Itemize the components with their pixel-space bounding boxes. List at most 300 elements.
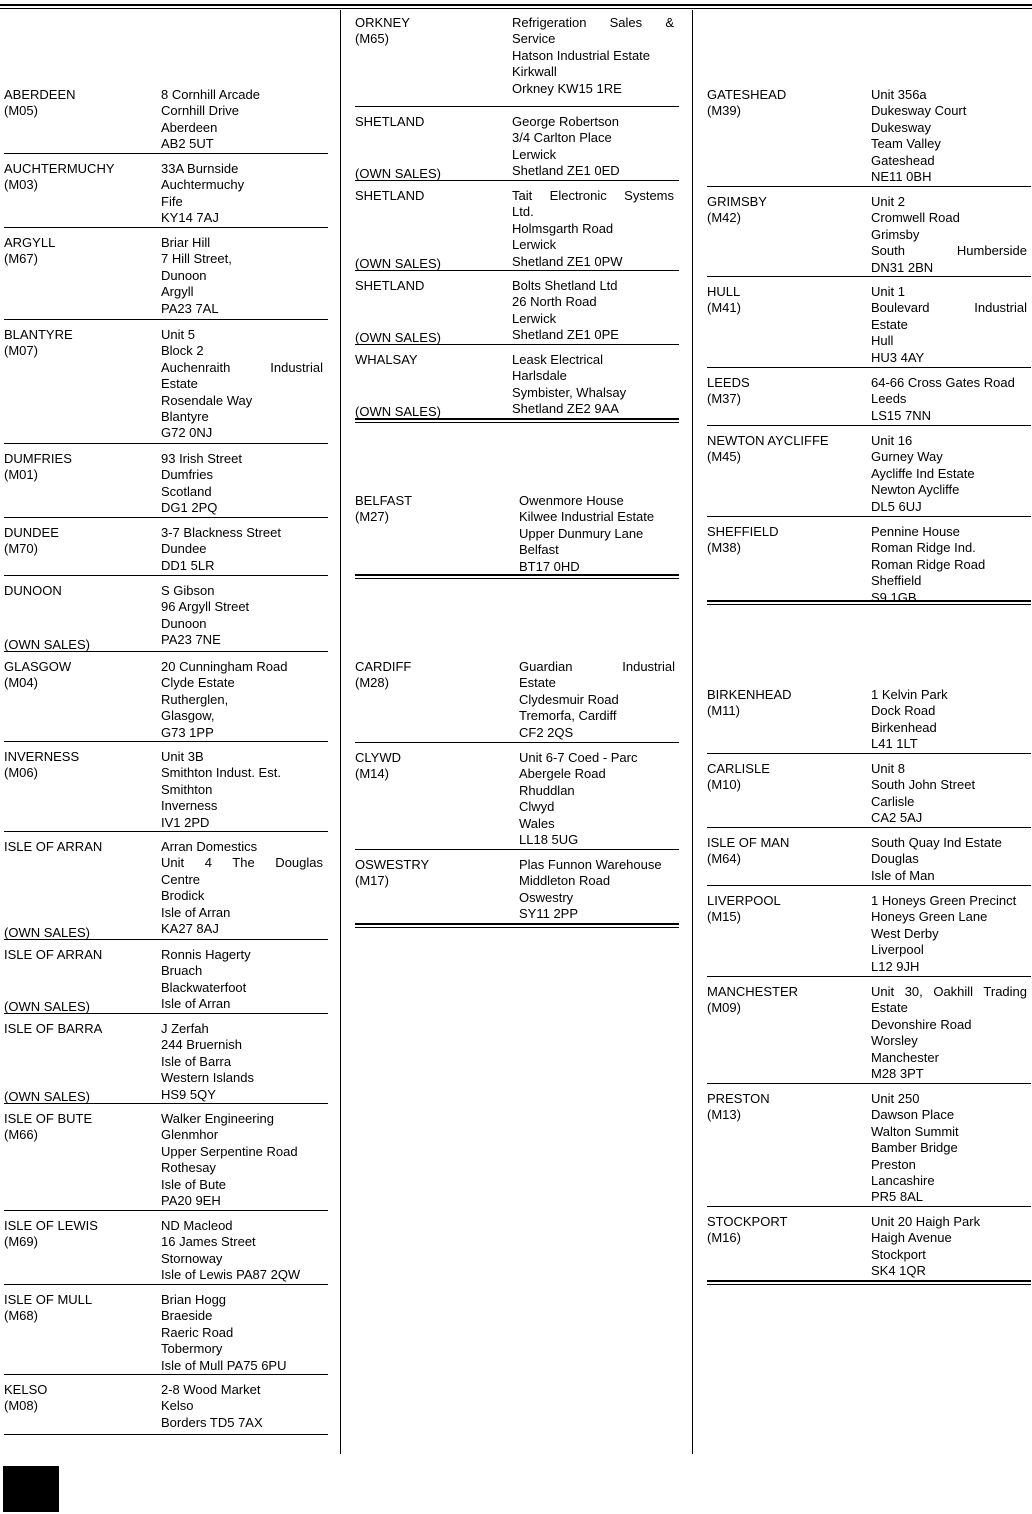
- address-line: Dumfries: [161, 467, 214, 483]
- dealer-entry: [4, 947, 328, 1019]
- dealer-entry: [4, 161, 328, 233]
- depot-code: (M06): [4, 765, 38, 781]
- dealer-location: [4, 749, 79, 782]
- location-name: PRESTON: [707, 1091, 770, 1106]
- dealer-location: [4, 947, 102, 963]
- address-line: Isle of Man: [871, 867, 935, 883]
- address-line: PA20 9EH: [161, 1193, 221, 1209]
- dealer-location: [355, 15, 410, 48]
- address-line: Bamber Bridge: [871, 1140, 958, 1156]
- address-line: Holmsgarth Road: [512, 220, 614, 236]
- address-line: Shetland ZE1 0PW: [512, 253, 623, 269]
- depot-code: (M16): [707, 1230, 741, 1246]
- dealer-entry: [4, 749, 328, 837]
- dealer-entry: [707, 761, 1031, 833]
- dealer-location: [355, 278, 424, 294]
- address-line: Aycliffe Ind Estate: [871, 465, 975, 481]
- dealer-entry: [355, 352, 679, 424]
- location-name: INVERNESS: [4, 749, 80, 764]
- location-name: ISLE OF MAN: [707, 835, 790, 850]
- entry-separator: [707, 186, 1031, 187]
- address-line: Unit 8: [871, 761, 905, 776]
- address-line: Bolts Shetland Ltd: [512, 278, 618, 293]
- depot-code: (M42): [707, 210, 741, 226]
- dealer-entry: [4, 1111, 328, 1216]
- dealer-entry: [707, 835, 1031, 891]
- location-name: NEWTON AYCLIFFE: [707, 433, 829, 448]
- location-name: BIRKENHEAD: [707, 687, 792, 702]
- dealer-address: [512, 15, 674, 97]
- address-line: 96 Argyll Street: [161, 599, 250, 615]
- dealer-address: [161, 1021, 323, 1103]
- address-line: Estate: [871, 316, 908, 332]
- address-line: Unit 4 The Douglas: [161, 855, 323, 871]
- entry-separator: [355, 849, 679, 850]
- address-line: G73 1PP: [161, 724, 214, 740]
- address-line: Dunoon: [161, 615, 207, 631]
- address-line: Carlisle: [871, 793, 915, 809]
- address-line: ND Macleod: [161, 1218, 233, 1233]
- location-name: WHALSAY: [355, 352, 418, 367]
- dealer-location: [707, 375, 750, 408]
- dealer-entry: [355, 15, 679, 112]
- address-line: Plas Funnon Warehouse: [519, 857, 662, 872]
- location-name: DUNDEE: [4, 525, 59, 540]
- address-line: 20 Cunningham Road: [161, 659, 288, 674]
- address-line: Grimsby: [871, 226, 920, 242]
- entry-separator: [355, 742, 679, 743]
- depot-code: (M39): [707, 103, 741, 119]
- depot-code: (M64): [707, 851, 741, 867]
- address-line: LL18 5UG: [519, 832, 579, 848]
- dealer-entry: [707, 524, 1031, 606]
- dealer-entry: [4, 525, 328, 581]
- address-line: IV1 2PD: [161, 814, 210, 830]
- depot-code: (M14): [355, 766, 389, 782]
- dealer-address: [512, 114, 674, 180]
- dealer-entry: [4, 583, 328, 657]
- address-line: Rosendale Way: [161, 392, 253, 408]
- location-name: ISLE OF BARRA: [4, 1021, 103, 1036]
- address-line: Abergele Road: [519, 766, 606, 782]
- address-line: Oswestry: [519, 889, 574, 905]
- address-line: Scotland: [161, 483, 212, 499]
- dealer-location: [4, 235, 55, 268]
- depot-code: (M17): [355, 873, 389, 889]
- location-name: BELFAST: [355, 493, 413, 508]
- location-name: BLANTYRE: [4, 327, 73, 342]
- address-line: Dock Road: [871, 703, 936, 719]
- address-line: Isle of Mull PA75 6PU: [161, 1357, 287, 1373]
- address-line: South Humberside: [871, 243, 1027, 259]
- dealer-address: [871, 687, 1027, 753]
- dealer-location: [355, 493, 412, 526]
- address-line: Pennine House: [871, 524, 960, 539]
- address-line: Middleton Road: [519, 873, 611, 889]
- location-name: SHETLAND: [355, 278, 425, 293]
- address-line: NE11 0BH: [871, 169, 932, 185]
- depot-code: (M41): [707, 300, 741, 316]
- dealer-location: [4, 659, 71, 692]
- depot-code: (M37): [707, 391, 741, 407]
- address-line: Team Valley: [871, 136, 941, 152]
- entry-separator: [4, 1013, 328, 1014]
- dealer-location: [4, 1292, 92, 1325]
- address-line: CA2 5AJ: [871, 810, 923, 826]
- entry-separator: [4, 1434, 328, 1435]
- address-line: Isle of Barra: [161, 1053, 232, 1069]
- address-line: Stornoway: [161, 1250, 223, 1266]
- address-line: Roman Ridge Road: [871, 556, 986, 572]
- address-line: Ltd.: [512, 204, 534, 220]
- address-line: Kilwee Industrial Estate: [519, 509, 655, 525]
- own-sales-label: (OWN SALES): [4, 924, 90, 940]
- location-name: ABERDEEN: [4, 87, 76, 102]
- entry-separator: [707, 516, 1031, 517]
- dealer-address: [871, 375, 1027, 424]
- dealer-location: [4, 1382, 47, 1415]
- dealer-address: [161, 235, 323, 317]
- dealer-entry: [4, 1218, 328, 1290]
- address-line: Cromwell Road: [871, 210, 960, 226]
- dealer-entry: [4, 1382, 328, 1440]
- address-line: Isle of Arran: [161, 904, 231, 920]
- location-name: AUCHTERMUCHY: [4, 161, 115, 176]
- depot-code: (M11): [707, 703, 740, 719]
- dealer-location: [4, 839, 102, 855]
- address-line: Dukesway: [871, 119, 931, 135]
- dealer-entry: [355, 750, 679, 855]
- address-line: G72 0NJ: [161, 425, 213, 441]
- address-line: Block 2: [161, 343, 204, 359]
- dealer-location: [707, 1214, 787, 1247]
- address-line: Aberdeen: [161, 119, 218, 135]
- dealer-address: [161, 87, 323, 153]
- entry-separator: [707, 885, 1031, 886]
- address-line: Lerwick: [512, 237, 557, 253]
- dealer-location: [707, 433, 829, 466]
- address-line: Unit 16: [871, 433, 913, 448]
- location-name: LIVERPOOL: [707, 893, 781, 908]
- dealer-address: [871, 893, 1027, 975]
- entry-separator: [4, 319, 328, 320]
- address-line: Glenmhor: [161, 1127, 219, 1143]
- dealer-entry: [707, 87, 1031, 192]
- address-line: Ronnis Hagerty: [161, 947, 251, 962]
- own-sales-label: (OWN SALES): [4, 1088, 90, 1104]
- address-line: Lerwick: [512, 146, 557, 162]
- dealer-entry: [707, 375, 1031, 431]
- address-line: Dukesway Court: [871, 103, 967, 119]
- address-line: Isle of Lewis PA87 2QW: [161, 1267, 301, 1283]
- address-line: Worsley: [871, 1033, 918, 1049]
- address-line: LS15 7NN: [871, 407, 931, 423]
- address-line: Braeside: [161, 1308, 213, 1324]
- address-line: PA23 7NE: [161, 632, 221, 648]
- dealer-address: [871, 1091, 1027, 1206]
- address-line: Honeys Green Lane: [871, 909, 988, 925]
- dealer-location: [355, 857, 429, 890]
- location-name: CLYWD: [355, 750, 401, 765]
- entry-separator: [355, 344, 679, 345]
- depot-code: (M13): [707, 1107, 741, 1123]
- address-line: Argyll: [161, 284, 194, 300]
- address-line: 8 Cornhill Arcade: [161, 87, 260, 102]
- location-name: MANCHESTER: [707, 984, 799, 999]
- dealer-address: [161, 947, 323, 1013]
- dealer-entry: [4, 659, 328, 747]
- address-line: 244 Bruernish: [161, 1037, 242, 1053]
- depot-code: (M15): [707, 909, 741, 925]
- depot-code: (M04): [4, 675, 38, 691]
- dealer-address: [519, 493, 675, 575]
- column-north-england: [707, 0, 1031, 1450]
- dealer-entry: [707, 1091, 1031, 1212]
- own-sales-label: (OWN SALES): [4, 636, 90, 652]
- address-line: Rutherglen,: [161, 691, 229, 707]
- address-line: Upper Serpentine Road: [161, 1143, 298, 1159]
- dealer-location: [707, 87, 786, 120]
- entry-separator: [355, 574, 679, 579]
- address-line: Sheffield: [871, 573, 922, 589]
- location-name: SHETLAND: [355, 114, 425, 129]
- address-line: Clwyd: [519, 799, 555, 815]
- dealer-location: [4, 451, 72, 484]
- dealer-address: [871, 984, 1027, 1082]
- dealer-address: [512, 278, 674, 344]
- entry-separator: [707, 1206, 1031, 1207]
- address-line: S Gibson: [161, 583, 215, 598]
- dealer-location: [707, 893, 781, 926]
- address-line: Briar Hill: [161, 235, 211, 250]
- entry-separator: [4, 939, 328, 940]
- page-number-box: [3, 1466, 59, 1512]
- address-line: Smithton: [161, 781, 213, 797]
- address-line: South John Street: [871, 777, 976, 793]
- dealer-location: [4, 327, 73, 360]
- depot-code: (M28): [355, 675, 389, 691]
- location-name: GLASGOW: [4, 659, 72, 674]
- address-line: KA27 8AJ: [161, 921, 219, 937]
- address-line: Hatson Industrial Estate: [512, 47, 651, 63]
- address-line: Devonshire Road: [871, 1016, 972, 1032]
- address-line: PR5 8AL: [871, 1189, 924, 1205]
- location-name: SHETLAND: [355, 188, 425, 203]
- dealer-address: [871, 1214, 1027, 1280]
- address-line: 93 Irish Street: [161, 451, 242, 466]
- address-line: Newton Aycliffe: [871, 482, 960, 498]
- address-line: Clyde Estate: [161, 675, 235, 691]
- location-name: ISLE OF ARRAN: [4, 947, 103, 962]
- address-line: Kirkwall: [512, 64, 557, 80]
- address-line: CF2 2QS: [519, 724, 574, 740]
- location-name: OSWESTRY: [355, 857, 430, 872]
- dealer-location: [4, 1111, 92, 1144]
- address-line: Glasgow,: [161, 708, 215, 724]
- dealer-entry: [4, 839, 328, 945]
- location-name: GATESHEAD: [707, 87, 787, 102]
- address-line: Isle of Arran: [161, 996, 231, 1012]
- dealer-address: [871, 87, 1027, 185]
- dealer-location: [707, 1091, 770, 1124]
- depot-code: (M45): [707, 449, 741, 465]
- address-line: Boulevard Industrial: [871, 300, 1027, 316]
- address-line: Roman Ridge Ind.: [871, 540, 976, 556]
- address-line: J Zerfah: [161, 1021, 209, 1036]
- location-name: ARGYLL: [4, 235, 56, 250]
- dealer-entry: [707, 194, 1031, 282]
- entry-separator: [707, 276, 1031, 277]
- location-name: ISLE OF BUTE: [4, 1111, 93, 1126]
- depot-code: (M09): [707, 1000, 741, 1016]
- address-line: Dunoon: [161, 267, 207, 283]
- address-line: 1 Honeys Green Precinct: [871, 893, 1017, 908]
- dealer-location: [707, 687, 792, 720]
- entry-separator: [4, 1210, 328, 1211]
- dealer-entry: [4, 235, 328, 325]
- address-line: 1 Kelvin Park: [871, 687, 948, 702]
- dealer-location: [707, 984, 798, 1017]
- dealer-address: [871, 835, 1027, 884]
- location-name: CARLISLE: [707, 761, 770, 776]
- own-sales-label: (OWN SALES): [355, 255, 441, 271]
- dealer-address: [519, 750, 675, 848]
- address-line: M28 3PT: [871, 1066, 924, 1082]
- location-name: STOCKPORT: [707, 1214, 788, 1229]
- location-name: ISLE OF ARRAN: [4, 839, 103, 854]
- entry-separator: [4, 831, 328, 832]
- address-line: George Robertson: [512, 114, 619, 129]
- address-line: Unit 250: [871, 1091, 920, 1106]
- entry-separator: [707, 600, 1031, 605]
- dealer-location: [4, 1218, 98, 1251]
- address-line: Unit 1: [871, 284, 905, 299]
- dealer-address: [161, 1111, 323, 1209]
- address-line: SK4 1QR: [871, 1263, 926, 1279]
- location-name: DUMFRIES: [4, 451, 72, 466]
- address-line: Douglas: [871, 851, 919, 867]
- address-line: Unit 3B: [161, 749, 204, 764]
- address-line: Western Islands: [161, 1070, 254, 1086]
- address-line: 3/4 Carlton Place: [512, 130, 612, 146]
- address-line: Liverpool: [871, 942, 924, 958]
- column-scotland: [4, 0, 328, 1450]
- dealer-address: [161, 749, 323, 831]
- address-line: 64-66 Cross Gates Road: [871, 375, 1015, 390]
- address-line: Brodick: [161, 888, 205, 904]
- location-name: CARDIFF: [355, 659, 412, 674]
- entry-separator: [4, 575, 328, 576]
- location-name: HULL: [707, 284, 741, 299]
- dealer-entry: [4, 87, 328, 159]
- depot-code: (M07): [4, 343, 38, 359]
- address-line: Tremorfa, Cardiff: [519, 708, 617, 724]
- address-line: Birkenhead: [871, 719, 937, 735]
- address-line: Isle of Bute: [161, 1176, 227, 1192]
- address-line: Gateshead: [871, 152, 935, 168]
- address-line: Kelso: [161, 1398, 194, 1414]
- dealer-location: [707, 194, 767, 227]
- entry-separator: [355, 418, 679, 423]
- dealer-location: [4, 525, 59, 558]
- dealer-address: [161, 659, 323, 741]
- own-sales-label: (OWN SALES): [355, 165, 441, 181]
- dealer-entry: [707, 1214, 1031, 1286]
- address-line: Hull: [871, 333, 894, 349]
- address-line: 2-8 Wood Market: [161, 1382, 261, 1397]
- own-sales-label: (OWN SALES): [4, 998, 90, 1014]
- dealer-address: [519, 857, 675, 923]
- address-line: Tait Electronic Systems: [512, 188, 674, 203]
- own-sales-label: (OWN SALES): [355, 403, 441, 419]
- address-line: Stockport: [871, 1246, 926, 1262]
- dealer-location: [355, 188, 424, 204]
- depot-code: (M03): [4, 177, 38, 193]
- dealer-location: [707, 835, 789, 868]
- address-line: Belfast: [519, 542, 559, 558]
- depot-code: (M27): [355, 509, 389, 525]
- dealer-address: [871, 284, 1027, 366]
- depot-code: (M67): [4, 251, 38, 267]
- address-line: Estate: [871, 1000, 908, 1016]
- address-line: Refrigeration Sales &: [512, 15, 674, 30]
- address-line: Estate: [161, 376, 198, 392]
- address-line: KY14 7AJ: [161, 210, 219, 226]
- depot-code: (M65): [355, 31, 389, 47]
- location-name: DUNOON: [4, 583, 62, 598]
- own-sales-label: (OWN SALES): [355, 329, 441, 345]
- address-line: Gurney Way: [871, 449, 943, 465]
- address-line: 16 James Street: [161, 1234, 256, 1250]
- dealer-address: [161, 1382, 323, 1431]
- address-line: 7 Hill Street,: [161, 251, 232, 267]
- dealer-entry: [355, 114, 679, 186]
- address-line: Leeds: [871, 391, 907, 407]
- dealer-location: [707, 284, 741, 317]
- dealer-entry: [707, 984, 1031, 1089]
- address-line: Manchester: [871, 1049, 939, 1065]
- address-line: South Quay Ind Estate: [871, 835, 1002, 850]
- address-line: Rhuddlan: [519, 782, 575, 798]
- depot-code: (M05): [4, 103, 38, 119]
- address-line: Unit 2: [871, 194, 905, 209]
- dealer-entry: [355, 659, 679, 748]
- address-line: AB2 5UT: [161, 136, 214, 152]
- depot-code: (M70): [4, 541, 38, 557]
- address-line: Shetland ZE1 0PE: [512, 327, 619, 343]
- depot-code: (M66): [4, 1127, 38, 1143]
- dealer-entry: [4, 327, 328, 449]
- address-line: HS9 5QY: [161, 1086, 216, 1102]
- location-name: ORKNEY: [355, 15, 410, 30]
- address-line: Preston: [871, 1156, 916, 1172]
- dealer-address: [161, 839, 323, 937]
- address-line: Inverness: [161, 798, 218, 814]
- address-line: West Derby: [871, 925, 939, 941]
- address-line: L12 9JH: [871, 958, 920, 974]
- depot-code: (M08): [4, 1398, 38, 1414]
- address-line: Symbister, Whalsay: [512, 384, 627, 400]
- address-line: Bruach: [161, 963, 203, 979]
- address-line: BT17 0HD: [519, 558, 580, 574]
- entry-separator: [4, 227, 328, 228]
- address-line: Owenmore House: [519, 493, 624, 508]
- dealer-entry: [707, 893, 1031, 982]
- address-line: Lancashire: [871, 1173, 935, 1189]
- entry-separator: [4, 153, 328, 154]
- location-name: LEEDS: [707, 375, 750, 390]
- address-line: Blantyre: [161, 409, 209, 425]
